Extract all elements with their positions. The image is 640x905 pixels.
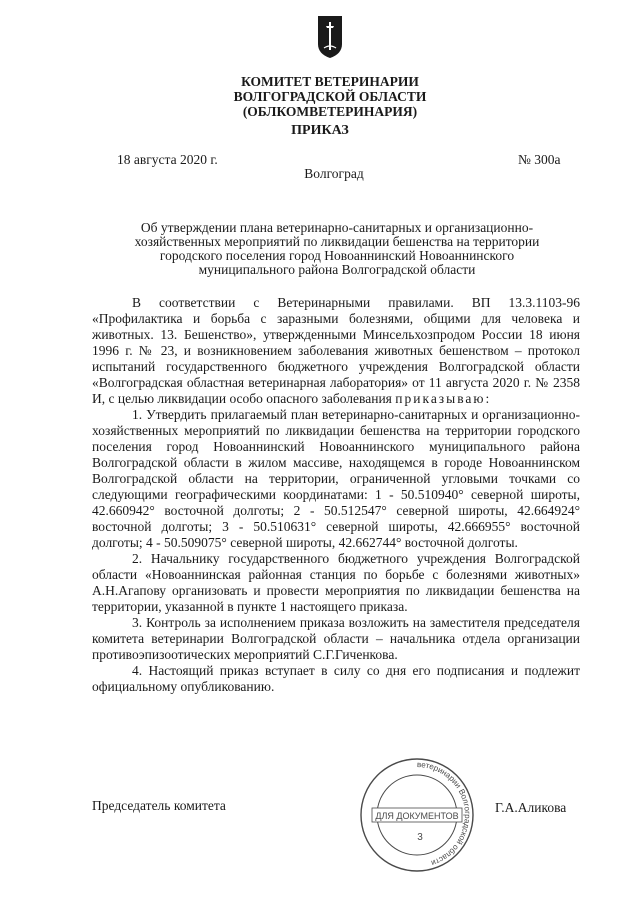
stamp-number: 3 xyxy=(417,832,423,843)
order-body xyxy=(92,295,580,695)
coat-of-arms-icon xyxy=(316,14,344,60)
document-type: ПРИКАЗ xyxy=(291,123,349,138)
intro-paragraph xyxy=(92,295,580,407)
stamp-center-text: ДЛЯ ДОКУМЕНТОВ xyxy=(375,811,459,821)
item-1-verb: Утвердить xyxy=(146,407,207,422)
intro-text: В соответствии с Ветеринарными правилами. ВП 13.3.1103-96 «Профилактика и борьба с заразными болезнями, общими для человека и животных. 13. Бешенство», утвержденными Минсельхозпродом России 18 июня 1996 г. № 23, и возникновением заболевания животных бешенством – протокол испытаний государственного бюджетного учреждения Волгоградской области «Волгоградская областная ветеринарная лаборатория» от 11 августа 2020 г. № 2358 И, с целью ликвидации особо опасного заболевания xyxy=(92,295,580,406)
order-number: № 300а xyxy=(518,152,561,167)
org-line-1: КОМИТЕТ ВЕТЕРИНАРИИ xyxy=(241,74,419,89)
item-1-number: 1. xyxy=(132,407,143,422)
order-city: Волгоград xyxy=(304,166,364,181)
subject-line: городского поселения город Новоаннинский Новоаннинского xyxy=(159,248,515,263)
org-line-2: ВОЛГОГРАДСКОЙ ОБЛАСТИ xyxy=(233,89,427,104)
item-1 xyxy=(92,407,580,551)
organization-name xyxy=(180,74,480,119)
signer-name: Г.А.Аликова xyxy=(495,800,567,815)
order-date: 18 августа 2020 г. xyxy=(117,152,218,167)
item-1-text: прилагаемый план ветеринарно-санитарных и организационно-хозяйственных мероприятий по ликвидации бешенства на территории городского поселения город Новоаннинский Новоаннинского муниципального района Волгоградской области в жилом массиве, находящемся в городе Новоаннинском Волгоградской области на территории, ограниченной угловыми точками со следующими географическими координатами: 1 - 50.510940° северной широты, 42.660942° восточной долготы; 2 - 50.512547° северной широты, 42.664924° восточной долготы; 3 - 50.510631° северной широты, 42.666955° восточной долготы; 4 - 50.509075° северной широты, 42.662744° восточной долготы. xyxy=(92,407,580,550)
order-subject xyxy=(104,221,570,277)
stamp-ring-text: ветеринарии Волгоградской области xyxy=(416,759,472,868)
order-word: приказываю: xyxy=(395,391,492,406)
item-2: 2. Начальнику государственного бюджетного учреждения Волгоградской области «Новоаннинская районная станция по борьбе с болезнями животных» А.Н.Агапову организовать и провести мероприятия по ликвидации бешенства на территории, указанной в пункте 1 настоящего приказа. xyxy=(92,551,580,614)
subject-line: муниципального района Волгоградской области xyxy=(198,262,476,277)
official-stamp xyxy=(358,756,476,874)
org-line-3: (ОБЛКОМВЕТЕРИНАРИЯ) xyxy=(242,104,418,119)
signer-position: Председатель комитета xyxy=(92,798,226,813)
subject-line: хозяйственных мероприятий по ликвидации бешенства на территории xyxy=(134,234,540,249)
item-3: 3. Контроль за исполнением приказа возложить на заместителя председателя комитета ветеринарии Волгоградской области – начальника отдела организации противоэпизоотических мероприятий С.Г.Гиченкова. xyxy=(92,615,580,662)
item-4: 4. Настоящий приказ вступает в силу со дня его подписания и подлежит официальному опубликованию. xyxy=(92,663,580,694)
subject-line: Об утверждении плана ветеринарно-санитарных и организационно- xyxy=(140,220,534,235)
